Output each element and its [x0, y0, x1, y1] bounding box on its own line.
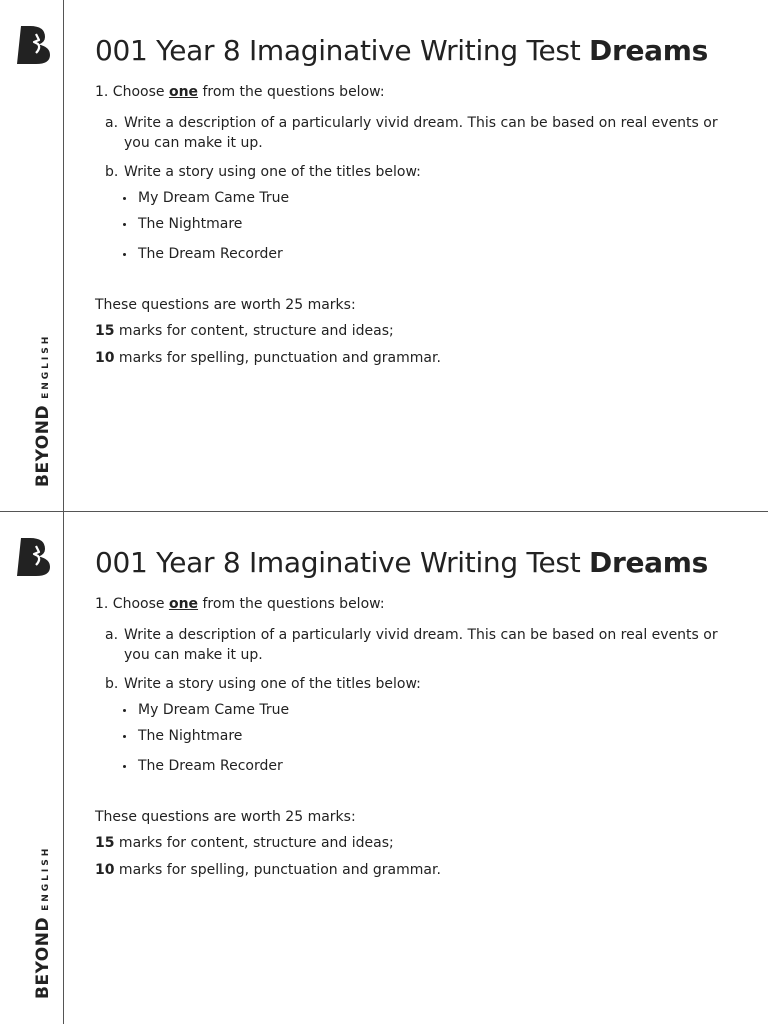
story-title: The Nightmare: [138, 216, 243, 232]
spelling-marks: [95, 862, 441, 878]
marks-description: marks for spelling, punctuation and grammar.: [114, 350, 441, 366]
marks-description: marks for spelling, punctuation and grammar.: [114, 862, 441, 878]
option-label: b.: [105, 164, 119, 180]
brand-name: BEYOND: [33, 916, 53, 999]
marks-description: marks for content, structure and ideas;: [114, 323, 394, 339]
story-title: My Dream Came True: [138, 702, 290, 718]
instruction-text: from the questions below:: [198, 596, 385, 612]
page-title: [95, 546, 708, 579]
marks-intro: These questions are worth 25 marks:: [95, 809, 356, 825]
bullet-icon: [123, 765, 126, 768]
instruction-emphasis: one: [168, 84, 199, 100]
story-title: The Nightmare: [138, 728, 243, 744]
title-text: 001 Year 8 Imaginative Writing Test: [95, 546, 581, 579]
bullet-icon: [123, 197, 126, 200]
margin-rule: [63, 512, 64, 1024]
option-b: [105, 674, 745, 694]
option-text: Write a story using one of the titles below:: [124, 676, 421, 692]
spelling-marks: [95, 350, 441, 366]
marks-intro: These questions are worth 25 marks:: [95, 297, 356, 313]
question-instruction: [95, 84, 385, 100]
beyond-logo-icon: [16, 537, 52, 577]
page-title: [95, 34, 708, 67]
brand-subtitle: ENGLISH: [41, 845, 51, 911]
story-title: My Dream Came True: [138, 190, 290, 206]
marks-value: 10: [95, 350, 115, 366]
margin-rule: [63, 0, 64, 511]
option-a: [105, 625, 745, 665]
option-label: b.: [105, 676, 119, 692]
title-topic: Dreams: [589, 546, 708, 579]
beyond-logo-icon: [16, 25, 52, 65]
bullet-icon: [123, 253, 126, 256]
option-text: Write a description of a particularly vivid dream. This can be based on real events or you can make it up.: [124, 115, 718, 151]
option-label: a.: [105, 115, 119, 131]
story-title: The Dream Recorder: [138, 246, 283, 262]
marks-value: 15: [95, 323, 115, 339]
option-text: Write a description of a particularly vivid dream. This can be based on real events or you can make it up.: [124, 627, 718, 663]
option-a: [105, 113, 745, 153]
option-text: Write a story using one of the titles below:: [124, 164, 421, 180]
story-title: The Dream Recorder: [138, 758, 283, 774]
worksheet-bottom: [0, 512, 768, 1024]
brand-wordmark: [33, 846, 53, 999]
title-topic: Dreams: [589, 34, 708, 67]
brand-wordmark: [33, 334, 53, 487]
instruction-text: from the questions below:: [198, 84, 385, 100]
brand-subtitle: ENGLISH: [41, 333, 51, 399]
instruction-text: 1. Choose: [95, 596, 169, 612]
option-b: [105, 162, 745, 182]
brand-name: BEYOND: [33, 404, 53, 487]
content-marks: [95, 323, 394, 339]
bullet-icon: [123, 223, 126, 226]
title-text: 001 Year 8 Imaginative Writing Test: [95, 34, 581, 67]
bullet-icon: [123, 735, 126, 738]
option-label: a.: [105, 627, 119, 643]
marks-value: 15: [95, 835, 115, 851]
instruction-text: 1. Choose: [95, 84, 169, 100]
question-instruction: [95, 596, 385, 612]
instruction-emphasis: one: [168, 596, 199, 612]
worksheet-top: [0, 0, 768, 511]
marks-value: 10: [95, 862, 115, 878]
bullet-icon: [123, 709, 126, 712]
marks-description: marks for content, structure and ideas;: [114, 835, 394, 851]
content-marks: [95, 835, 394, 851]
